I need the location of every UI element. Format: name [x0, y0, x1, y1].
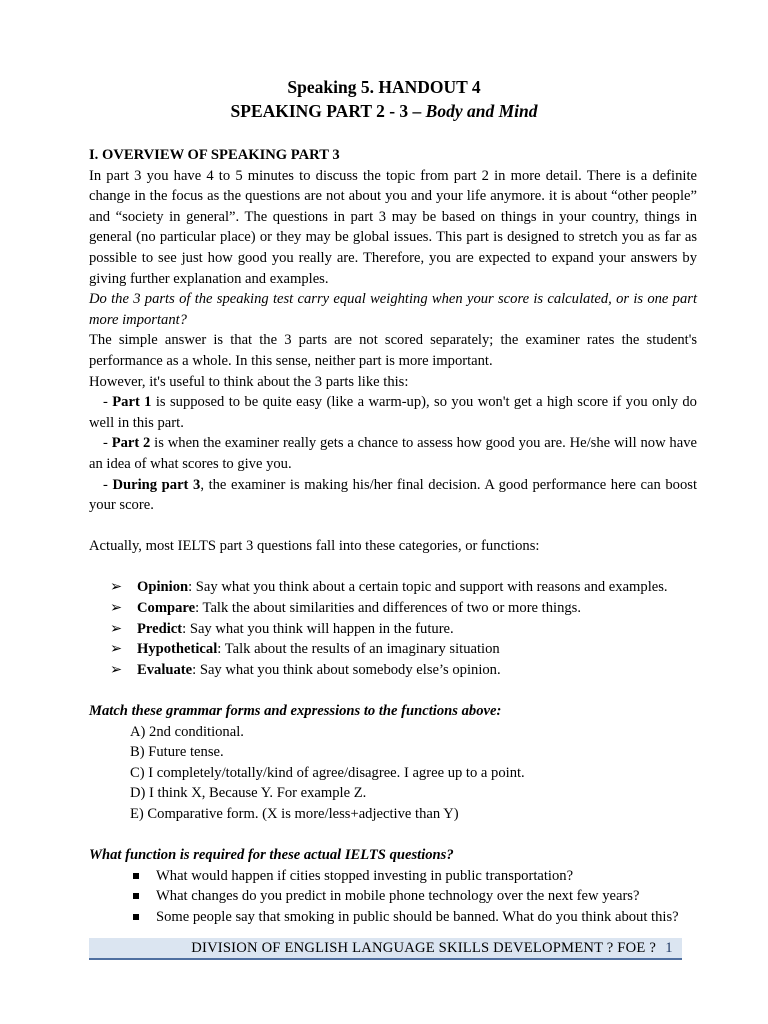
page-subtitle	[0, 99, 768, 123]
ielts-question: What would happen if cities stopped investing in public transportation?	[129, 866, 697, 887]
ielts-question: Some people say that smoking in public should be banned. What do you think about this?	[129, 907, 697, 928]
arrow-bullet-icon: ➢	[110, 579, 123, 596]
function-item: ➢ Compare: Talk the about similarities and differences of two or more things.	[110, 598, 697, 619]
section-heading: I. OVERVIEW OF SPEAKING PART 3	[89, 147, 340, 163]
ielts-question: What changes do you predict in mobile phone technology over the next few years?	[129, 886, 697, 907]
page-number: 1	[665, 940, 673, 956]
function-item: ➢ Hypothetical: Talk about the results of an imaginary situation	[110, 639, 697, 660]
square-bullet-icon	[133, 873, 139, 879]
ielts-questions-list	[89, 866, 697, 928]
square-bullet-icon	[133, 893, 139, 899]
match-option: C) I completely/totally/kind of agree/disagree. I agree up to a point.	[130, 764, 525, 781]
page-title: Speaking 5. HANDOUT 4	[287, 77, 481, 97]
match-option: A) 2nd conditional.	[130, 723, 244, 740]
function-item: ➢ Predict: Say what you think will happen in the future.	[110, 619, 697, 640]
match-heading: Match these grammar forms and expressions to the functions above:	[89, 703, 502, 720]
functions-list	[89, 577, 697, 680]
ielts-heading: What function is required for these actual IELTS questions?	[89, 847, 454, 864]
match-option: E) Comparative form. (X is more/less+adjective than Y)	[130, 806, 459, 822]
function-item: ➢ Opinion: Say what you think about a certain topic and support with reasons and examples.	[110, 577, 697, 598]
subtitle-main: SPEAKING PART 2 - 3 –	[230, 101, 426, 121]
arrow-bullet-icon: ➢	[110, 661, 123, 678]
match-options-list	[89, 722, 697, 825]
intro-paragraph: In part 3 you have 4 to 5 minutes to discuss the topic from part 2 in more detail. There is a definite change in the focus as the questions are not about you and your life anymore. it is about “other people” and “society in general”. The questions in part 3 may be based on things in your country, things in general (no particular place) or they may be global issues. This part is designed to stretch you as far as possible to see just how good you really are. Therefore, you are expected to expand your answers by giving further explanation and examples.	[89, 167, 697, 287]
subtitle-topic: Body and Mind	[425, 101, 538, 121]
part-item: - Part 2 is when the examiner really gets a chance to assess how good you are. He/she will now have an idea of what scores to give you.	[89, 435, 697, 472]
weighting-answer: The simple answer is that the 3 parts are not scored separately; the examiner rates the student's performance as a whole. In this sense, neither part is more important.	[89, 332, 697, 369]
page-footer	[89, 938, 682, 960]
arrow-bullet-icon: ➢	[110, 620, 123, 637]
square-bullet-icon	[133, 914, 139, 920]
match-option: D) I think X, Because Y. For example Z.	[130, 785, 367, 802]
match-option: B) Future tense.	[130, 744, 224, 761]
part-item: - During part 3, the examiner is making his/her final decision. A good performance here can boost your score.	[89, 476, 697, 514]
footer-text: DIVISION OF ENGLISH LANGUAGE SKILLS DEVELOPMENT ? FOE ?	[191, 940, 656, 956]
categories-intro: Actually, most IELTS part 3 questions fall into these categories, or functions:	[89, 538, 540, 555]
part-item: - Part 1 is supposed to be quite easy (like a warm-up), so you won't get a high score if you only do well in this part.	[89, 394, 697, 431]
arrow-bullet-icon: ➢	[110, 600, 123, 617]
main-content	[89, 145, 697, 928]
however-line: However, it's useful to think about the 3 parts like this:	[89, 373, 409, 390]
weighting-question: Do the 3 parts of the speaking test carry equal weighting when your score is calculated, or is one part more important?	[89, 291, 697, 328]
arrow-bullet-icon: ➢	[110, 641, 123, 658]
function-item: ➢ Evaluate: Say what you think about somebody else’s opinion.	[110, 660, 697, 681]
